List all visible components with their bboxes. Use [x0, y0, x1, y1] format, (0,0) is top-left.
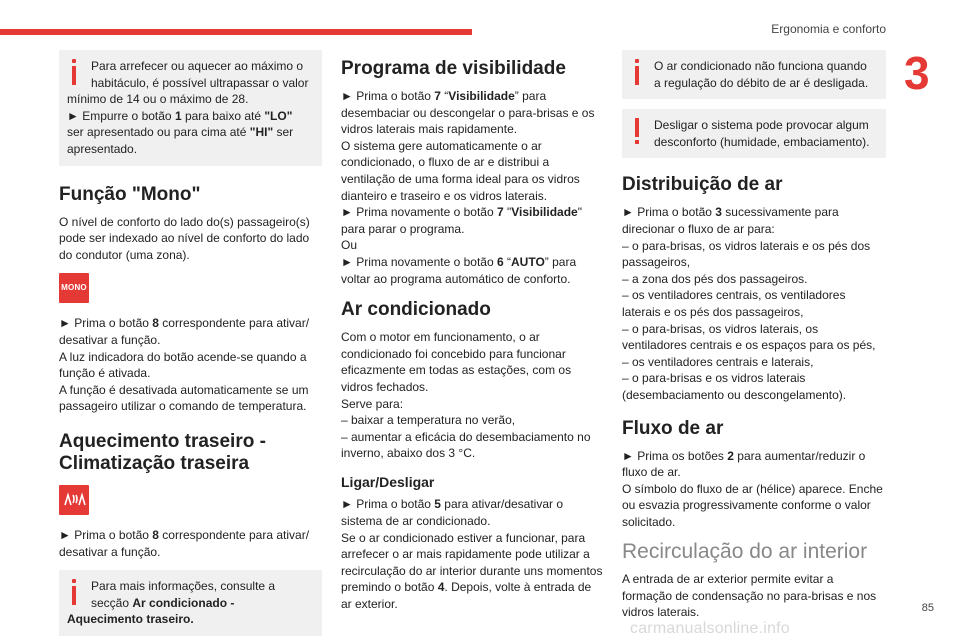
info-note-rear [59, 570, 322, 636]
note-line: ser apresentado ou para cima até "HI" ser [67, 125, 294, 140]
paragraph: ► Prima o botão 8 correspondente para ativar/ desativar a função. [59, 316, 310, 347]
list-item: – o para-brisas, os vidros laterais e os pés dos passageiros, [622, 238, 871, 270]
list-item: – os ventiladores centrais e laterais, [622, 354, 814, 369]
header-red-bar [0, 29, 472, 35]
section-title-airflow: Fluxo de ar [622, 417, 724, 439]
info-icon [71, 59, 77, 85]
page-number: 85 [921, 602, 934, 614]
list-item: – os ventiladores centrais, os ventiladores laterais e os pés dos passageiros, [622, 288, 846, 319]
section-title-ac: Ar condicionado [341, 299, 491, 321]
paragraph: – aumentar a eficácia do desembaciamento no inverno, abaixo dos 3 °C. [341, 429, 591, 461]
column-3 [622, 50, 886, 621]
list-item: – o para-brisas, os vidros laterais, os ventiladores centrais e os espaços para os pés, [622, 321, 876, 353]
info-icon [71, 579, 77, 605]
section-title-onoff: Ligar/Desligar [341, 473, 435, 490]
paragraph: ► Prima o botão 5 para ativar/desativar o sistema de ar condicionado. [341, 497, 564, 529]
header-title: Ergonomia e conforto [771, 22, 886, 36]
paragraph: ► Prima novamente o botão 6 “AUTO” para voltar ao programa automático de conforto. [341, 254, 577, 286]
list-item: – a zona dos pés dos passageiros. [622, 271, 808, 286]
paragraph: ► Prima o botão 3 sucessivamente para direcionar o fluxo de ar para: [622, 205, 839, 236]
note-line: desconforto (humidade, embaciamento). [654, 134, 870, 149]
note-line: ► Empurre o botão 1 para baixo até "LO" [67, 108, 293, 123]
note-line: Para mais informações, consulte a [91, 579, 276, 594]
info-note-ac [622, 50, 886, 99]
note-line: secção Ar condicionado - [91, 595, 235, 610]
mono-button-icon [59, 273, 89, 303]
mono-icon-label: MONO [61, 283, 87, 293]
note-line: apresentado. [67, 141, 138, 156]
section-title-visibility: Programa de visibilidade [341, 58, 566, 79]
paragraph: Serve para: [341, 396, 404, 411]
paragraph: Ou [341, 238, 358, 253]
paragraph: ► Prima novamente o botão 7 "Visibilidade" para parar o programa. [341, 205, 582, 236]
paragraph: A entrada de ar exterior permite evitar a formação de condensação no para-brisas e nos vidros laterais. [622, 572, 877, 620]
section-title-mono: Função "Mono" [59, 183, 201, 205]
note-line: a regulação do débito de ar é desligada. [654, 75, 869, 90]
paragraph: A luz indicadora do botão acende-se quando a função é ativada. [59, 349, 307, 381]
column-2 [341, 58, 603, 613]
section-title-recirculation: Recirculação do ar interior [622, 540, 868, 564]
paragraph: O sistema gere automaticamente o ar condicionado, o fluxo de ar e distribui a ventilação de uma forma ideal para os vidros dianteiro e traseiro e os vidros laterais. [341, 138, 580, 203]
rear-climate-icon [62, 491, 86, 509]
info-note-temperature [59, 50, 322, 166]
warning-icon [634, 118, 640, 144]
note-line: mínimo de 14 ou o máximo de 28. [67, 92, 249, 107]
paragraph: – baixar a temperatura no verão, [341, 413, 516, 428]
warning-note-ac [622, 109, 886, 158]
note-line: habitáculo, é possível ultrapassar o valor [91, 75, 309, 90]
list-item: – o para-brisas e os vidros laterais (desembaciamento ou descongelamento). [622, 371, 847, 402]
paragraph: Se o ar condicionado estiver a funcionar, para arrefecer o ar mais rapidamente pode utilizar a recirculação do ar interior durante uns momentos premindo o botão 4. Depois, volte à entrada de ar exterior. [341, 530, 603, 612]
paragraph: O nível de conforto do lado do(s) passageiro(s) pode ser indexado ao nível de conforto do lado do condutor (uma zona). [59, 214, 310, 262]
paragraph: ► Prima o botão 7 “Visibilidade” para desembaciar ou descongelar o para-brisas e os vidros laterais mais rapidamente. [341, 89, 595, 137]
paragraph: ► Prima os botões 2 para aumentar/reduzir o fluxo de ar. [622, 448, 866, 480]
rear-climate-button-icon [59, 485, 89, 515]
note-line: Para arrefecer ou aquecer ao máximo o [91, 59, 304, 73]
chapter-number: 3 [904, 47, 930, 99]
note-line: Aquecimento traseiro. [67, 612, 194, 627]
paragraph: Com o motor em funcionamento, o ar condicionado foi concebido para funcionar eficazmente em todas as estações, com os vidros fechados. [341, 330, 572, 394]
paragraph: ► Prima o botão 8 correspondente para ativar/ desativar a função. [59, 527, 310, 559]
note-line: O ar condicionado não funciona quando [654, 59, 867, 73]
note-line: Desligar o sistema pode provocar algum [654, 118, 869, 133]
section-title-rear: Aquecimento traseiro - Climatização traseira [59, 430, 266, 474]
section-title-distribution: Distribuição de ar [622, 174, 783, 196]
info-icon [634, 59, 640, 85]
column-1 [59, 50, 322, 636]
paragraph: O símbolo do fluxo de ar (hélice) aparece. Enche ou esvazia progressivamente conforme o valor solicitado. [622, 481, 883, 529]
watermark: carmanualsonline.info [630, 620, 790, 637]
paragraph: A função é desativada automaticamente se um passageiro utilizar o comando de temperatura. [59, 382, 309, 414]
